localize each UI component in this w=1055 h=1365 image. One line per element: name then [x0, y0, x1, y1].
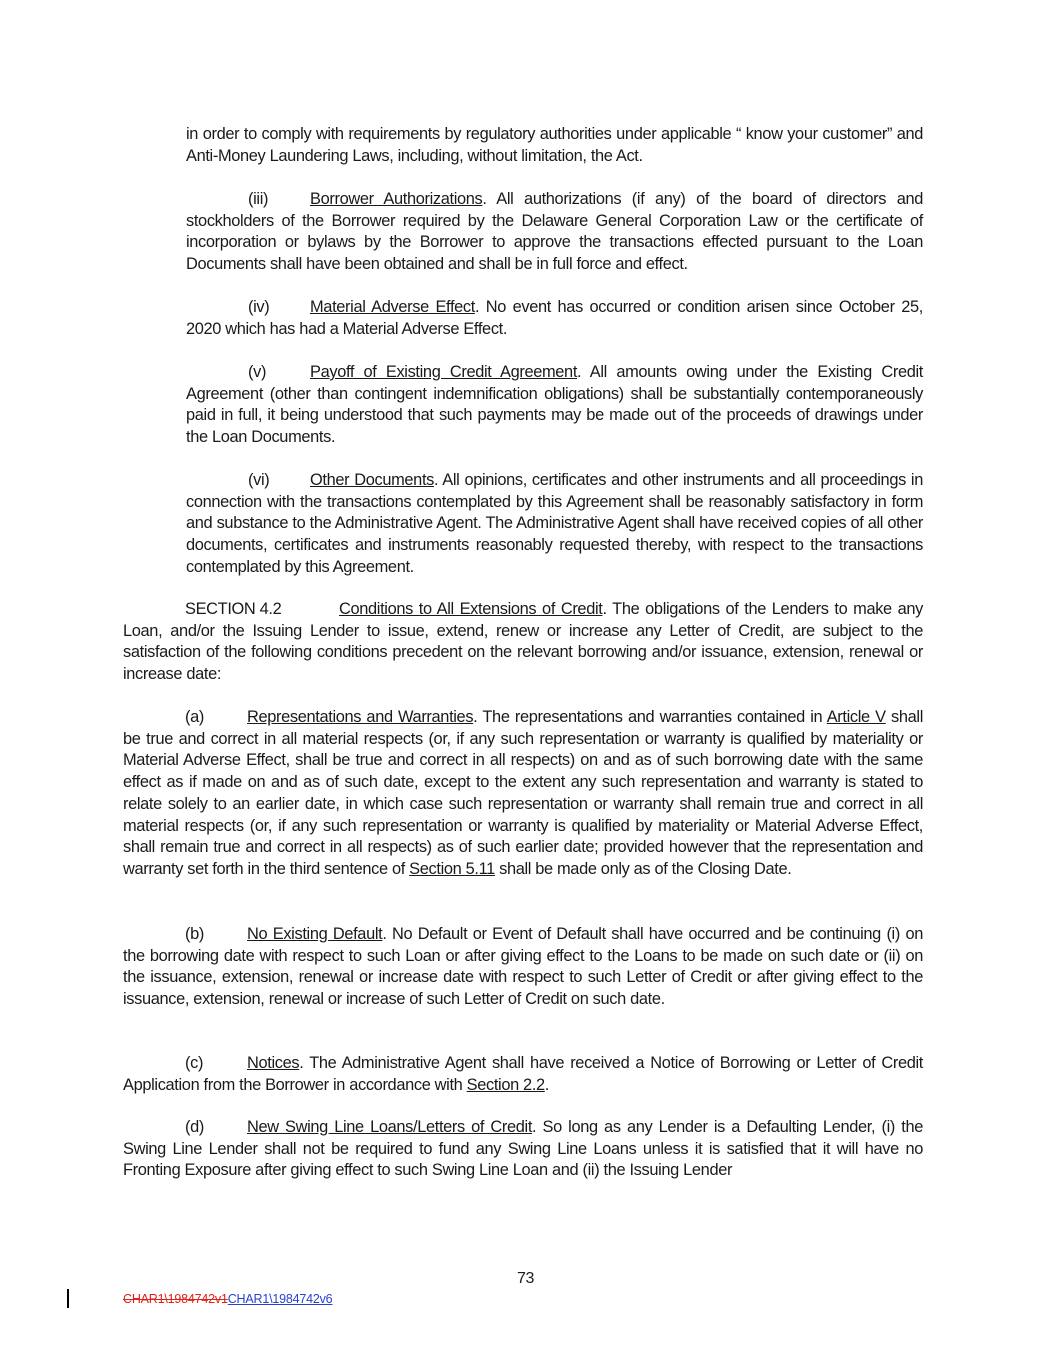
document-id-footer [123, 1291, 332, 1307]
item-number: (a) [185, 708, 204, 726]
item-heading: Material Adverse Effect [310, 298, 475, 316]
paragraph-a-representations [123, 707, 923, 881]
deleted-document-id: CHAR1\1984742v1 [123, 1292, 228, 1306]
item-number: (d) [185, 1118, 204, 1136]
paragraph-text: shall be true and correct in all material respects (or, if any such representation or warranty is qualified by materiality or Material Adverse Effect, shall be true and correct in all respects) on and as of such borrowing date with the same effect as if made on and as of such date, except to the extent any such representation and warranty is stated to relate solely to an earlier date, in which case such representation or warranty shall remain true and correct in all material respects (or, if any such representation or warranty is qualified by materiality or Material Adverse Effect, shall remain true and correct in all respects) as of such earlier date; provided however that the representation and warranty set forth in the third sentence of [123, 708, 923, 878]
paragraph-text: . All authorizations (if any) of the board of directors and stockholders of the Borrower required by the Delaware General Corporation Law or the certificate of incorporation or bylaws by the Borrower to approve the transactions effected pursuant to the Loan Documents shall have been obtained and shall be in full force and effect. [186, 190, 923, 274]
paragraph-b-no-existing-default [123, 924, 923, 1011]
item-number: (v) [248, 363, 267, 381]
paragraph-vi-other-documents [186, 470, 923, 579]
revision-change-bar [67, 1289, 69, 1308]
page-number: 73 [516, 1270, 535, 1287]
item-heading: No Existing Default [247, 925, 383, 943]
paragraph-text: in order to comply with requirements by regulatory authorities under applicable “ know your customer” and Anti-Money Laundering Laws, including, without limitation, the Act. [186, 125, 923, 165]
item-number: (c) [185, 1054, 204, 1072]
paragraph-text: . All opinions, certificates and other instruments and all proceedings in connection with the transactions contemplated by this Agreement shall be reasonably satisfactory in form and substance to the Administrative Agent. The Administrative Agent shall have received copies of all other documents, certificates and instruments reasonably requested thereby, with respect to the transactions contemplated by this Agreement. [186, 471, 923, 576]
paragraph-iii-borrower-authorizations [186, 189, 923, 276]
paragraph-text: . The obligations of the Lenders to make any Loan, and/or the Issuing Lender to issue, extend, renew or increase any Letter of Credit, are subject to the satisfaction of the following conditions precedent on the relevant borrowing and/or issuance, extension, renewal or increase date: [123, 600, 923, 684]
item-heading: Other Documents [310, 471, 434, 489]
paragraph-v-payoff [186, 362, 923, 449]
item-number: (iv) [248, 298, 270, 316]
item-number: (b) [185, 925, 204, 943]
paragraph-text: . The Administrative Agent shall have received a Notice of Borrowing or Letter of Credit Application from the Borrower in accordance with [123, 1054, 923, 1094]
section-number: SECTION 4.2 [185, 600, 282, 618]
paragraph-c-notices [123, 1053, 923, 1096]
item-heading: Representations and Warranties [247, 708, 474, 726]
item-number: (vi) [248, 471, 270, 489]
inserted-document-id: CHAR1\1984742v6 [227, 1292, 333, 1306]
paragraph-text: . The representations and warranties contained in [473, 708, 827, 726]
section-heading: Conditions to All Extensions of Credit [339, 600, 603, 618]
paragraph-text: . All amounts owing under the Existing Credit Agreement (other than contingent indemnification obligations) shall be substantially contemporaneously paid in full, it being understood that such payments may be made out of the proceeds of drawings under the Loan Documents. [186, 363, 923, 447]
item-number: (iii) [248, 190, 269, 208]
item-heading: New Swing Line Loans/Letters of Credit [247, 1118, 533, 1136]
paragraph-text: . [544, 1075, 550, 1094]
paragraph-text: . No Default or Event of Default shall have occurred and be continuing (i) on the borrowing date with respect to such Loan or after giving effect to the Loans to be made on such date or (ii) on the issuance, extension, renewal or increase date with respect to such Letter of Credit or after giving effect to the issuance, extension, renewal or increase of such Letter of Credit on such date. [123, 925, 923, 1009]
paragraph-text: . So long as any Lender is a Defaulting Lender, (i) the Swing Line Lender shall not be required to fund any Swing Line Loans unless it is satisfied that it will have no Fronting Exposure after giving effect to such Swing Line Loan and (ii) the Issuing Lender [123, 1118, 923, 1180]
paragraph-text: . No event has occurred or condition arisen since October 25, 2020 which has had a Material Adverse Effect. [186, 298, 924, 338]
cross-reference-link[interactable]: Section 2.2 [466, 1075, 545, 1094]
paragraph-iv-material-adverse-effect [186, 297, 923, 340]
paragraph-text: shall be made only as of the Closing Date. [494, 859, 792, 878]
cross-reference-link[interactable]: Section 5.11 [409, 859, 495, 878]
item-heading: Borrower Authorizations [310, 190, 483, 208]
paragraph-kyc [186, 124, 923, 167]
item-heading: Notices [247, 1054, 300, 1072]
item-heading: Payoff of Existing Credit Agreement [310, 363, 578, 381]
section-4-2 [123, 599, 923, 686]
cross-reference-link[interactable]: Article V [826, 708, 886, 726]
paragraph-d-new-swing-line-loans [123, 1117, 923, 1182]
